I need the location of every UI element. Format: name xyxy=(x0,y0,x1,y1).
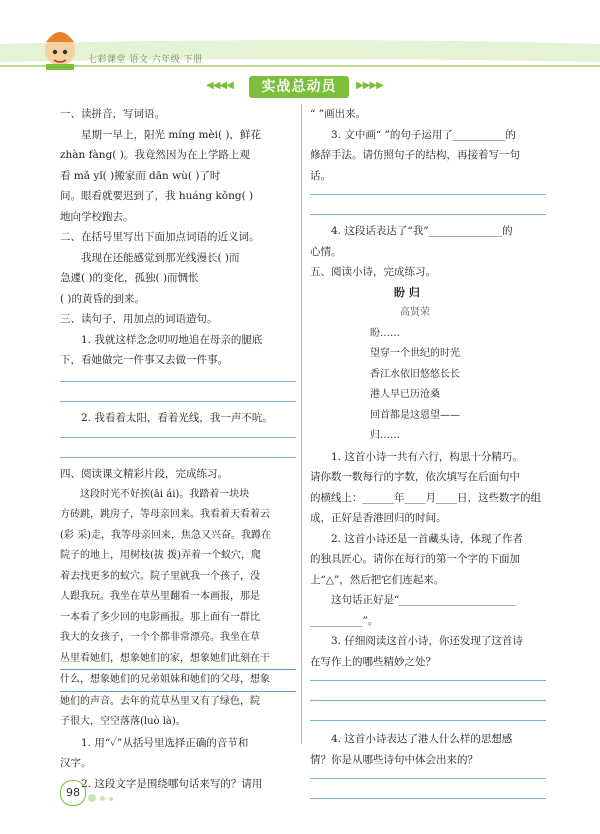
left-column xyxy=(60,104,296,794)
p-line: 在写作上的哪些精妙之处？ xyxy=(310,655,436,668)
passage-line-underlined: 什么，想象她们的兄弟姐妹和她们的父母，想象 xyxy=(60,670,296,692)
poem-line: 归…… xyxy=(370,430,400,441)
p-line: 情？你是从哪些诗句中体会出来的？ xyxy=(310,753,478,766)
q1-line: 地向学校跑去。 xyxy=(60,210,134,223)
p-line: 上“△”，然后把它们连起来。 xyxy=(310,573,445,586)
q3-sentence-2: 2. 我看着太阳，看着光线，我一声不吭。 xyxy=(81,411,273,424)
p-line: __________”。 xyxy=(310,614,379,627)
r-q3: 3. 文中画“ ”的句子运用了__________的 xyxy=(331,128,516,141)
r-q4: 4. 这段话表达了“我”______________的 xyxy=(331,225,513,237)
q1-title: 一、读拼音，写词语。 xyxy=(60,108,165,120)
q3-title: 三、读句子，用加点的词语造句。 xyxy=(60,313,218,325)
passage-line: 这段时光不好挨(āi ái)。我踏着一块块 xyxy=(80,488,250,500)
q2-line: ( )的黄昏的到来。 xyxy=(60,292,146,305)
p-line: 的横线上：______年____月____日，这些数字的组 xyxy=(310,491,541,504)
q1-line: 看 mǎ yǐ( )搬家而 dān wù( )了时 xyxy=(60,169,221,182)
passage-line: 着去找更多的蚁穴。院子里就我一个孩子，没 xyxy=(60,570,260,582)
r-line: “ ”画出来。 xyxy=(310,108,367,120)
passage-line-underlined: 丛里看她们，想象她们的家，想象她们此刻在干 xyxy=(60,649,296,671)
passage-line: 她们的声音。去年的荒草丛里又有了绿色，院 xyxy=(60,695,260,707)
poem-line: 港人早已历沧桑 xyxy=(370,389,440,400)
q2-line: 急遽( )的变化，孤独( )而惆怅 xyxy=(60,272,199,284)
passage-line: 子很大，空空落落(luò là)。 xyxy=(60,716,186,727)
poem-line: 香江水依旧悠悠长长 xyxy=(370,368,460,380)
r-line: 话。 xyxy=(310,169,331,182)
answer-line[interactable] xyxy=(310,798,546,799)
poem-line: 盼…… xyxy=(370,327,400,339)
p-line: 的独具匠心。请你在每行的第一个字的下面加 xyxy=(310,553,520,565)
poem-line: 回首都是这恩望—— xyxy=(370,409,460,421)
decor-dot xyxy=(88,794,96,802)
q5-title: 五、阅读小诗，完成练习。 xyxy=(310,266,436,278)
p-q1: 1. 这首小诗一共有六行，构思十分精巧。 xyxy=(331,450,523,463)
q3-sentence-1: 1. 我就这样念念叨叨地追在母亲的腿底 xyxy=(81,333,263,346)
section-title: 实战总动员 xyxy=(249,76,349,98)
poem xyxy=(370,283,546,447)
p-q2: 2. 这首小诗还是一首藏头诗，体现了作者 xyxy=(331,532,523,545)
passage-line: 院子的地上，用树枝(拔 拨)弄着一个蚁穴，爬 xyxy=(60,550,261,561)
decor-dot xyxy=(109,797,113,801)
poem-author: 高贤荣 xyxy=(400,307,430,318)
r-line: 修辞手法。请仿照句子的结构，再接着写一句 xyxy=(310,149,520,161)
p-line: 成，正好是香港回归的时间。 xyxy=(310,512,447,524)
column-divider xyxy=(301,104,302,744)
right-column xyxy=(310,104,546,799)
q1-line: 间。眼看就要迟到了，我 huáng kǒng( ) xyxy=(60,190,254,202)
q2-line: 我现在还能感觉到那光线漫长( )而 xyxy=(81,251,240,264)
decor-dot xyxy=(100,796,105,801)
passage-line: 方砖跳，跳房子，等母亲回来。我看着天看着云 xyxy=(60,509,270,520)
q4-title: 四、阅读课文精彩片段，完成练习。 xyxy=(60,468,228,480)
passage-line: 人跟我玩。我坐在草丛里翻看一本画报，那是 xyxy=(60,591,260,602)
poem-title: 盼 归 xyxy=(394,285,420,299)
q2-title: 二、在括号里写出下面加点词语的近义词。 xyxy=(60,231,260,243)
q4-sub-1-cont: 汉字。 xyxy=(60,757,92,769)
q1-line: 星期一早上，阳光 míng mèi( )，鲜花 xyxy=(81,128,262,141)
p-line: 这句话正好是“______________________ xyxy=(331,594,515,606)
passage-line: (彩 采)走，我等母亲回来，焦急又兴奋。我蹲在 xyxy=(60,529,271,541)
r-line: 心情。 xyxy=(310,245,342,258)
q4-sub-2: 2. 这段文字是围绕哪句话来写的？请用 xyxy=(81,777,263,790)
passage-line: 我大的女孩子，一个个都非常漂亮。我坐在草 xyxy=(60,632,260,643)
q3-sentence-1-cont: 下，看她做完一件事又去做一件事。 xyxy=(60,354,228,366)
right-arrows-icon: ▶▶▶▶ xyxy=(356,80,383,91)
page-number: 98 xyxy=(60,780,86,806)
mascot-icon xyxy=(40,20,80,70)
passage-line: 一本看了多少回的电影画报。那上面有一群比 xyxy=(60,611,260,623)
p-line: 请你数一数每行的字数，依次填写在后面句中 xyxy=(310,471,520,483)
q4-sub-1: 1. 用“✓”从括号里选择正确的音节和 xyxy=(81,736,249,749)
reading-passage xyxy=(60,485,296,733)
poem-line: 望穿一个世纪的时光 xyxy=(370,348,460,359)
q1-line: zhàn fàng( )。我竟然因为在上学路上观 xyxy=(60,149,250,161)
p-q4: 4. 这首小诗表达了港人什么样的思想感 xyxy=(331,733,513,745)
left-arrows-icon: ◀◀◀◀ xyxy=(206,80,233,91)
book-header: 七彩课堂 语文 六年级 下册 xyxy=(88,55,203,65)
p-q3: 3. 仔细阅读这首小诗，你还发现了这首诗 xyxy=(331,635,523,647)
